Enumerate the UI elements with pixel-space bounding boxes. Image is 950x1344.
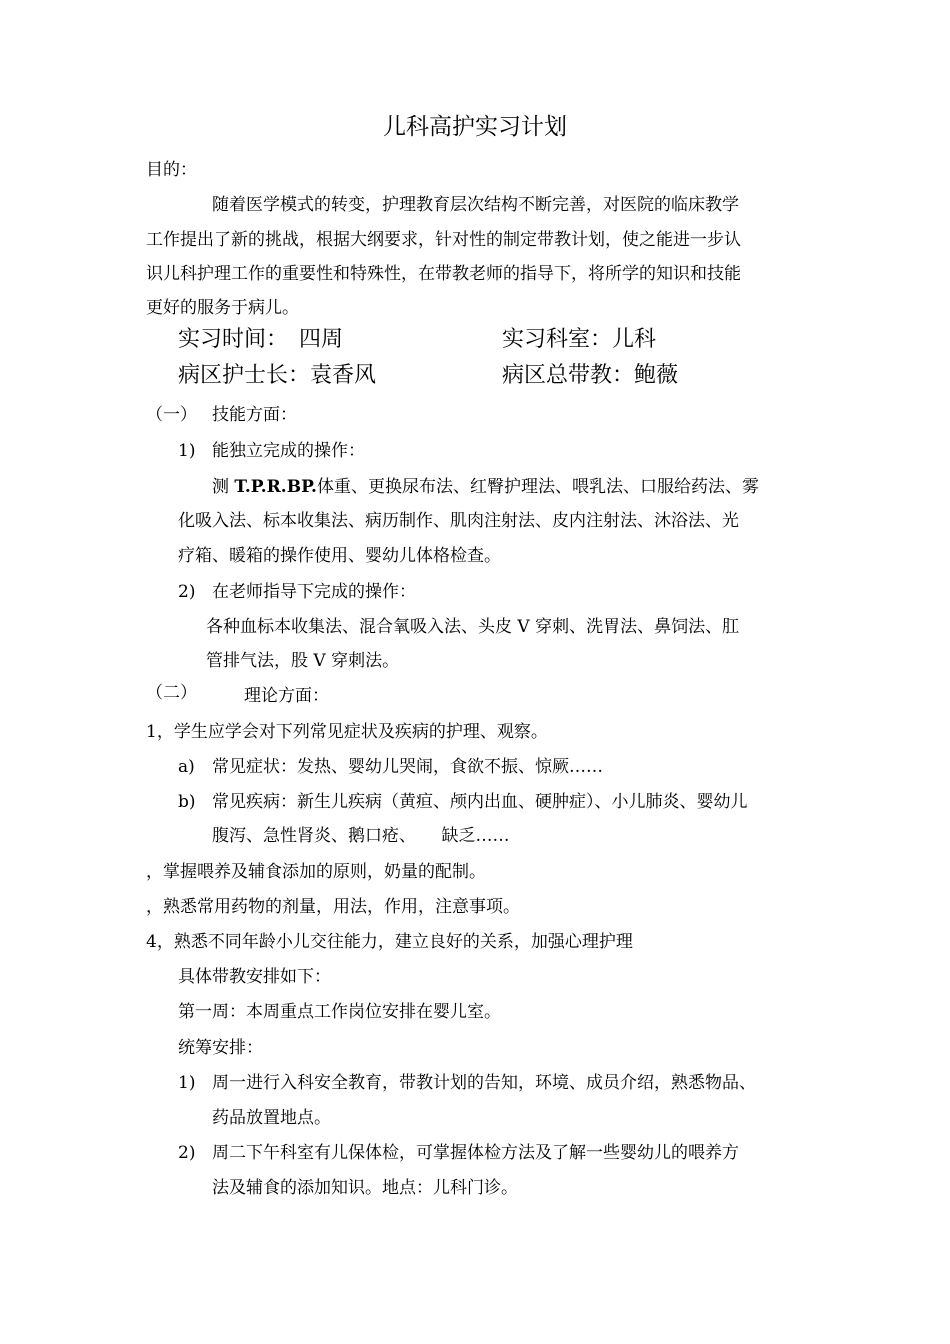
theory-b-line-1: 常见疾病：新生儿疾病（黄疸、颅内出血、硬肿症）、小儿肺炎、婴幼儿 xyxy=(212,792,748,812)
skills-item2-number: 2) xyxy=(178,582,196,602)
skills-item1-number: 1) xyxy=(178,441,196,461)
skills-item1-vitals: T.P.R.BP. xyxy=(234,477,317,497)
info-duration: 实习时间： 四周 xyxy=(178,327,344,352)
theory-b-number: b) xyxy=(178,792,196,812)
schedule-item1-line-2: 药品放置地点。 xyxy=(212,1108,331,1128)
skills-item1-line-2: 化吸入法、标本收集法、病历制作、肌肉注射法、皮内注射法、沐浴法、光 xyxy=(178,511,739,531)
purpose-line-1: 随着医学模式的转变，护理教育层次结构不断完善，对医院的临床教学 xyxy=(212,195,739,215)
theory-point-2: ，掌握喂养及辅食添加的原则，奶量的配制。 xyxy=(146,862,486,882)
schedule-week-1: 第一周：本周重点工作岗位安排在婴儿室。 xyxy=(178,1002,501,1022)
theory-b-line-2: 腹泻、急性肾炎、鹅口疮、 缺乏…… xyxy=(212,826,510,846)
skills-item2-line-2: 管排气法，股 V 穿刺法。 xyxy=(206,651,400,671)
schedule-item2-number: 2) xyxy=(178,1143,196,1163)
info-department: 实习科室：儿科 xyxy=(502,327,657,352)
skills-item1-prefix: 测 xyxy=(212,477,235,497)
skills-item2-line-1: 各种血标本收集法、混合氧吸入法、头皮 V 穿刺、洗胃法、鼻饲法、肛 xyxy=(206,617,740,637)
schedule-item1-line-1: 周一进行入科安全教育，带教计划的告知，环境、成员介绍，熟悉物品、 xyxy=(212,1073,756,1093)
theory-a-number: a) xyxy=(178,757,195,777)
theory-point-3: ，熟悉常用药物的剂量，用法，作用，注意事项。 xyxy=(146,897,520,917)
skills-heading: 技能方面： xyxy=(212,405,297,425)
info-chief-teacher: 病区总带教：鲍薇 xyxy=(502,363,679,388)
purpose-line-2: 工作提出了新的挑战，根据大纲要求，针对性的制定带教计划，使之能进一步认 xyxy=(146,230,741,250)
skills-item1-line-3: 疗箱、暖箱的操作使用、婴幼儿体格检查。 xyxy=(178,546,501,566)
skills-item1-line-1-rest: 体重、更换尿布法、红臀护理法、喂乳法、口服给药法、雾 xyxy=(316,477,759,497)
purpose-label: 目的： xyxy=(146,160,197,180)
info-head-nurse: 病区护士长：袁香风 xyxy=(178,363,377,388)
theory-heading: 理论方面： xyxy=(244,686,329,706)
skills-item1-line-1 xyxy=(212,479,759,496)
theory-a-text: 常见症状：发热、婴幼儿哭闹，食欲不振、惊厥…… xyxy=(212,757,603,777)
schedule-item2-line-1: 周二下午科室有儿保体检，可掌握体检方法及了解一些婴幼儿的喂养方 xyxy=(212,1143,739,1163)
theory-point-4: 4，熟悉不同年龄小儿交往能力，建立良好的关系，加强心理护理 xyxy=(146,932,633,952)
purpose-line-3: 识儿科护理工作的重要性和特殊性，在带教老师的指导下，将所学的知识和技能 xyxy=(146,264,741,284)
skills-heading-number: （一） xyxy=(146,405,197,425)
document-title: 儿科高护实习计划 xyxy=(383,114,567,140)
theory-heading-number: （二） xyxy=(146,683,197,703)
schedule-item2-line-2: 法及辅食的添加知识。地点：儿科门诊。 xyxy=(212,1178,518,1198)
purpose-line-4: 更好的服务于病儿。 xyxy=(146,298,299,318)
theory-point-1: 1，学生应学会对下列常见症状及疾病的护理、观察。 xyxy=(146,722,548,742)
schedule-intro: 具体带教安排如下： xyxy=(178,967,331,987)
schedule-overall-label: 统筹安排： xyxy=(178,1038,263,1058)
skills-item1-label: 能独立完成的操作： xyxy=(212,441,365,461)
skills-item2-label: 在老师指导下完成的操作： xyxy=(212,582,416,602)
schedule-item1-number: 1) xyxy=(178,1073,196,1093)
